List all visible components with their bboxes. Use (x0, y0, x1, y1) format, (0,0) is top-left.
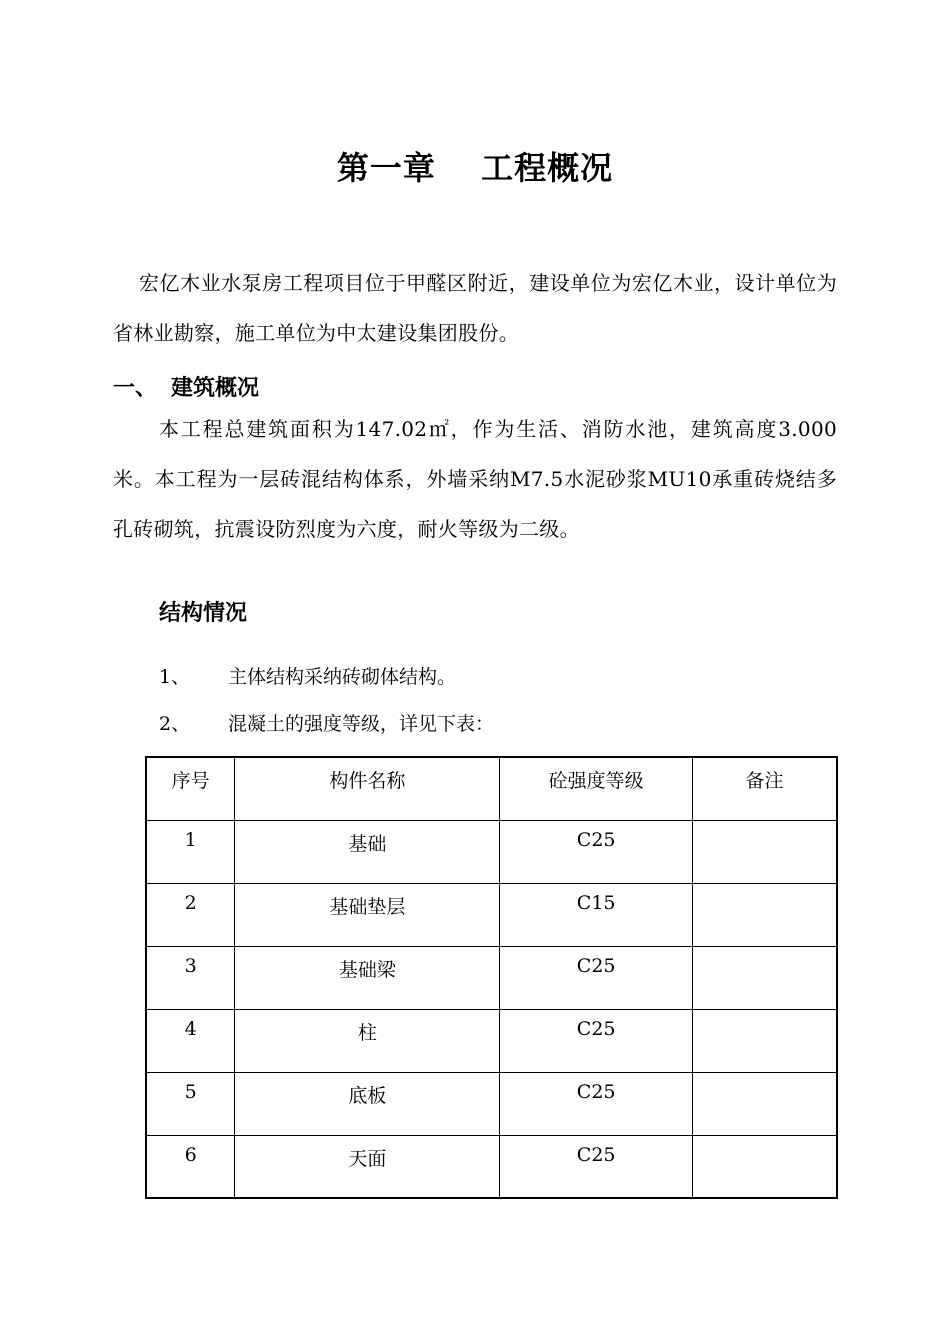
list-item (159, 662, 456, 689)
table-cell (692, 820, 837, 883)
intro-paragraph: 宏亿木业水泵房工程项目位于甲醛区附近，建设单位为宏亿木业，设计单位为省林业勘察，施工单位为中太建设集团股份。 (113, 271, 837, 345)
header-cell-component: 构件名称 (235, 757, 500, 820)
table-cell: 底板 (235, 1072, 500, 1135)
header-cell-index: 序号 (146, 757, 235, 820)
table-row (146, 820, 837, 883)
table-cell (692, 883, 837, 946)
table-cell (692, 946, 837, 1009)
table-cell: 3 (146, 946, 235, 1009)
table-cell: 天面 (235, 1135, 500, 1198)
list-item-text: 主体结构采纳砖砌体结构。 (228, 666, 457, 688)
table-row (146, 883, 837, 946)
table-cell: C25 (500, 1135, 692, 1198)
table-cell: C25 (500, 820, 692, 883)
section-heading-text: 建筑概况 (171, 376, 260, 401)
table-cell: 柱 (235, 1009, 500, 1072)
table-cell (692, 1135, 837, 1198)
table-cell: C25 (500, 1072, 692, 1135)
list-item-number: 1、 (159, 666, 191, 688)
subsection-heading: 结构情况 (159, 601, 248, 626)
table-cell (692, 1009, 837, 1072)
table-row (146, 1135, 837, 1198)
table-cell: 4 (146, 1009, 235, 1072)
table-row (146, 1009, 837, 1072)
table-header-row (146, 757, 837, 820)
table-cell: 2 (146, 883, 235, 946)
header-cell-remark: 备注 (692, 757, 837, 820)
table-row (146, 1072, 837, 1135)
table-cell: 基础 (235, 820, 500, 883)
table-cell (692, 1072, 837, 1135)
list-item (159, 709, 494, 736)
table-row (146, 946, 837, 1009)
concrete-grade-table (145, 756, 838, 1199)
list-item-number: 2、 (159, 713, 191, 735)
table-cell: 基础垫层 (235, 883, 500, 946)
table-cell: 1 (146, 820, 235, 883)
overview-paragraph: 本工程总建筑面积为147.02㎡，作为生活、消防水池，建筑高度3.000米。本工程为一层砖混结构体系，外墙采纳M7.5水泥砂浆MU10承重砖烧结多孔砖砌筑，抗震设防烈度为六度，耐火等级为二级。 (113, 417, 837, 541)
chapter-title: 第一章 工程概况 (336, 149, 614, 187)
list-item-text: 混凝土的强度等级，详见下表： (228, 713, 495, 735)
table-cell: 基础梁 (235, 946, 500, 1009)
section-number: 一、 (113, 376, 158, 401)
table-cell: 5 (146, 1072, 235, 1135)
table-cell: C25 (500, 1009, 692, 1072)
section-heading (113, 371, 259, 402)
table-cell: 6 (146, 1135, 235, 1198)
header-cell-grade: 砼强度等级 (500, 757, 692, 820)
table-cell: C15 (500, 883, 692, 946)
table-cell: C25 (500, 946, 692, 1009)
